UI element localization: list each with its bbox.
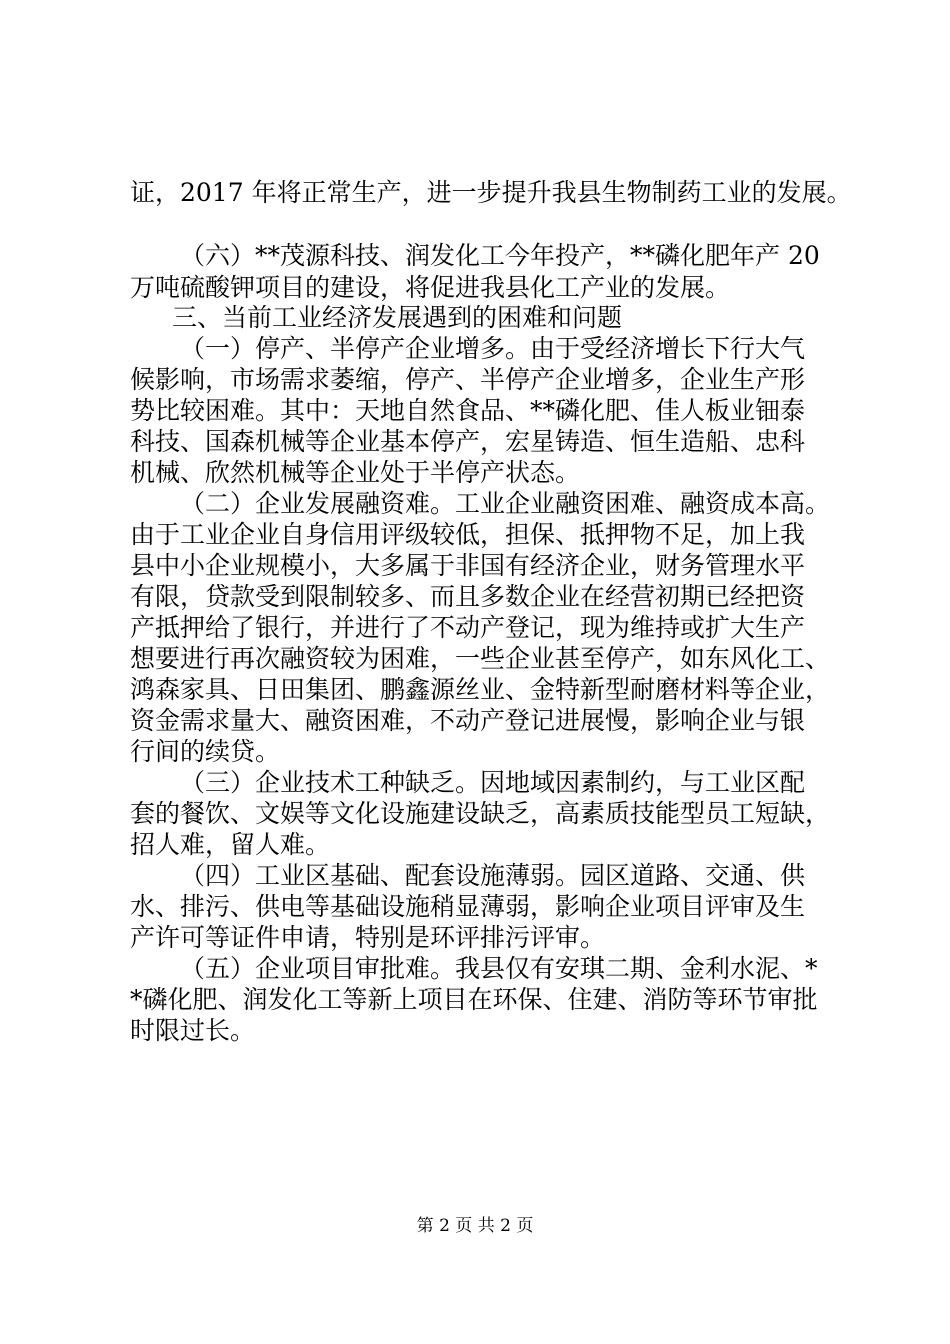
paragraph-line: （五）企业项目审批难。我县仅有安琪二期、金利水泥、* (180, 954, 818, 983)
paragraph-line: 产抵押给了银行，并进行了不动产登记，现为维持或扩大生产 (130, 613, 806, 642)
paragraph-line: （四）工业区基础、配套设施薄弱。园区道路、交通、供 (180, 861, 806, 890)
paragraph-line: （二）企业发展融资难。工业企业融资困难、融资成本高。 (180, 489, 831, 518)
page-number-footer: 第 2 页 共 2 页 (416, 1216, 534, 1236)
paragraph-line: 想要进行再次融资较为困难，一些企业甚至停产，如东风化工、 (130, 644, 831, 673)
paragraph-line: *磷化肥、润发化工等新上项目在环保、住建、消防等环节审批 (130, 985, 818, 1014)
paragraph-line: 有限，贷款受到限制较多、而且多数企业在经营初期已经把资 (130, 582, 806, 611)
paragraph-line: 候影响，市场需求萎缩，停产、半停产企业增多，企业生产形 (130, 365, 806, 394)
paragraph-line: 万吨硫酸钾项目的建设，将促进我县化工产业的发展。 (130, 273, 731, 302)
paragraph-line: （三）企业技术工种缺乏。因地域因素制约，与工业区配 (180, 768, 806, 797)
paragraph-line: 套的餐饮、文娱等文化设施建设缺乏，高素质技能型员工短缺， (130, 799, 831, 828)
paragraph-line: 资金需求量大、融资困难，不动产登记进展慢，影响企业与银 (130, 706, 806, 735)
paragraph-line: 招人难，留人难。 (130, 830, 331, 859)
paragraph-line: 科技、国森机械等企业基本停产，宏星铸造、恒生造船、忠科 (130, 427, 806, 456)
paragraph-line: 机械、欣然机械等企业处于半停产状态。 (130, 458, 581, 487)
paragraph-line: 证，2017 年将正常生产，进一步提升我县生物制药工业的发展。 (130, 178, 852, 207)
paragraph-line: 水、排污、供电等基础设施稍显薄弱，影响企业项目评审及生 (130, 892, 806, 921)
section-heading: 三、当前工业经济发展遇到的困难和问题 (172, 303, 623, 332)
paragraph-line: 县中小企业规模小，大多属于非国有经济企业，财务管理水平 (130, 551, 806, 580)
paragraph-line: 鸿森家具、日田集团、鹏鑫源丝业、金特新型耐磨材料等企业， (130, 675, 831, 704)
paragraph-line: 时限过长。 (130, 1016, 256, 1045)
paragraph-line: 行间的续贷。 (130, 737, 281, 766)
paragraph-line: （六）**茂源科技、润发化工今年投产，**磷化肥年产 20 (180, 241, 820, 270)
paragraph-line: （一）停产、半停产企业增多。由于受经济增长下行大气 (180, 334, 806, 363)
paragraph-line: 产许可等证件申请，特别是环评排污评审。 (130, 923, 606, 952)
paragraph-line: 由于工业企业自身信用评级较低，担保、抵押物不足，加上我 (130, 520, 806, 549)
paragraph-line: 势比较困难。其中：天地自然食品、**磷化肥、佳人板业钿泰 (130, 396, 806, 425)
